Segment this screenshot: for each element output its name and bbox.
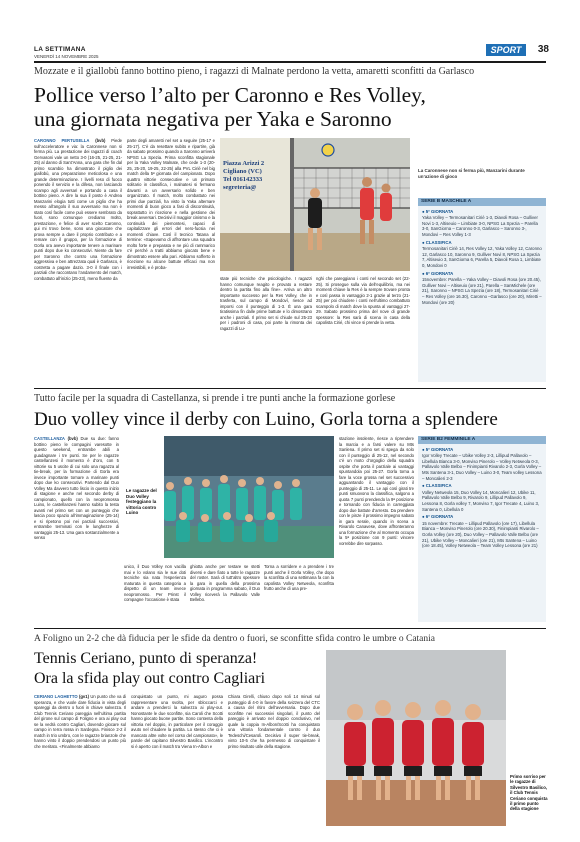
article2-title: Duo volley vince il derby con Luino, Gorla torna a splendere xyxy=(34,409,498,430)
page-header xyxy=(34,42,549,62)
venue-sign-line-1: Piazza Arizzi 2 xyxy=(223,160,265,167)
next-round-heading: ● 6ª GIORNATA xyxy=(422,271,542,277)
article1-col1-text: Piede sull’acceleratore e via: la Caronnese non si ferma più. La prestazione dei ragazzi di coach Gervasoni vale un netto 3-0 (16-25, 21-25, 21-25) al danno di Sant’Anna, una gara che fin dal primo scambio ha dimostrato il piglio dei giallobù, una preparazione meticolosa e una grande determinazione. I livelli reso di fuoco ponendo il servizio e la difesa, non lasciando scampo agli avversari e portando a casa il bottino pieno. A dire la sua il posto è Andrea Manzarini elogia tutti come un piglio che ha messo all’angolo il suo avversario ma non è stato così facile come può essere sembrato da fuori, sono comunque crediamo molto, prestazione, e felice di aver scelto Caronno, qui mi trovo bene, sono una giocatore che prova sempre a dare il proprio contributo e a remare con il gruppo, per la formazione di Gorla ora avevo importante tenere a marinare punti dopo due ko consecutivi. Niente da fare per Saronno che contro una formazione aggressiva e ben attrezzata qual è Garlasco, è costretta a pagare dazio. 3-0 il finale con i parziali che raccontano l’andamento del match, combattuto all’inizio (25-23), meno fluente da xyxy=(34,138,122,281)
publication-name: LA SETTIMANA xyxy=(34,46,86,53)
article1-kicker: Mozzate e il giallobù fanno bottino pieno, i ragazzi di Malnate perdono la vetta, amaretti sconfitti da Garlasco xyxy=(34,66,475,77)
dateline: CARONNO PERTUSELLA xyxy=(34,138,90,143)
standings-box-women-header: SERIE B2 FEMMINILE A xyxy=(418,436,546,444)
standings-box-men xyxy=(418,198,546,382)
article2-col1-text: Due su due: fanno bottino pieno le compagini varesotte in questo weekend, entrambe abili a guadagnare i tre punti. Se per le ragazze castellanzesi il momento è d’oro, con 5 vittorie su 5 uscite di cui solo una ragazza al tie-break, per la formazione di Gorla era invece importante tornare a marinare punti dopo due ko consecutivi. Partendo dal Duo Volley Ma davvero tutto liscio in questo inizio di stagione e anche nel secondo derby di campionato, quello con la neopromossa Luino, le castellanzesi hanno subito la testa avanti nel primo set con un punteggio che lascia poco spazio all’immaginazione (25-14) e si ripetono poi nei parziali successivi, entrambe terminati con le lunghezze di vantaggio 25-13. Una gara sostanzialmente a senso xyxy=(34,436,119,540)
article3-column-2: conquistato un punto, mi auguro possa rappresentare una svolta, per sbloccarci e andare a prenderci la salvezza ai play-out. Nonostante le due sconfitte, sia Caroli che Scotti hanno giocato buone partite. Sono contenta della vittoria nel doppio, in particolare per il coraggio avuto nel chiudere la partita. Lo stesso che ci è mancato altre volte nel corso del campionato», le parole del capitano Silvestro Basilico. L’incontro si è aperto con il match tra Viena In-Albon e xyxy=(131,694,223,749)
dateline-tag: (gv1) xyxy=(78,694,89,699)
next-round-heading: ● 6ª GIORNATA xyxy=(422,514,542,520)
next-round-fixtures: 15novembre: Parella – Yaka Volley – Diavoli Rosa (ore 20.45), Gulliver Novi – Altiseuio (ore 21), Parella – SanMichele (ore 21), Saronno – NPSG La Spezia (ore 18), Termosanitari Ciriè – Res Volley (ore 16.30), Caronno –Garlasco (ore 20), Miretti – Mondovi (ore 20) xyxy=(422,277,542,305)
article2-kicker: Tutto facile per la squadra di Castellanza, si prende i tre punti anche la formazione gorlese xyxy=(34,393,396,404)
dateline-tag: (bvb) xyxy=(67,436,78,441)
divider-2 xyxy=(34,628,546,629)
divider-1 xyxy=(34,388,546,389)
standings-list: Volley Netweola 15, Duo Volley 14, Moncalieri 12, Ubike 11, Pallavolo Valle Belbo 9, Rivarolo 9, Lillipud Pallavolo 9, Lessona 8, Gorla volley 7, Monviso 7, Igor Trecate 4, Luino 3, Santena 0, Libellula 0 xyxy=(422,489,540,512)
article2-column-2: unico, il Duo Volley non vacilla mai e lo volano sia le sue doti tecniche sia nata l’esperienza maturata in questa categoria a dispetto di un team invece neopromosso. Per Prinst il compagne l’occasione è stata xyxy=(124,564,186,602)
article3-column-3: Chiara Girelli, chiuso dopo soli 14 minuti sul punteggio di 4-0 in favore della svizzera del CTC a causa del ritiro dell’avversaria. Dopo due sconfitte nei successivi singolari, il punto del pareggio è arrivato nel doppio conclusivo, nel quale la coppia In-Albon/Scotti ha conquistato una vittoria fondamentale contro il duo Tedeschi/Cesaroli. Decisivo il super tie-break, vinto 10-5 che ha permesso di conquistare il primo risultato utile della stagione. xyxy=(228,694,320,749)
article2-photo-caption: Le ragazze del Duo Volley festeggiano la vittoria contro Luino xyxy=(126,488,157,516)
article1-column-2: parte degli amaretti nel set a seguire (25-17 e 25-17). C’è da resettare subito e ripartire, già da sabato prossimo quando a Saronno arriverà NPSG La Spezia. Prima sconfitta stagionale per la Yaka Volley Malnate, che cede 1-3 (20-25, 25-20, 19-25, 22-25) alla PVL Cirié nel big match della 5ª giornata del campionato. Dopo quattro vittorie consecutive e un primato solitario in classifica, i malnatesi si fermano davanti a un avversario solido e ben organizzato. Il match, molto combattuto nei primi due parziali, ha visto la Yaka alternare momenti di buon gioco a fasi di discontinuità, soprattutto in ricezione e nella gestione dei break avversari. Decisivi il maggior cinismo e la continuità dei piemontesi, capaci di capitalizzare gli errori del nero-fucsia nei momenti chiave. Così il tecnico Tatana al termine: «Sapevamo di affrontare una squadra molto forte e preparata e ne più di rammarico c’è perché a tratti abbiamo giocato bene e dimostrato essere alla pari. Abbiamo sofferto in ricezione su alcune battute efficaci ma non irresistibili, e è proba- xyxy=(127,138,215,270)
tennis-team-photo xyxy=(326,650,506,826)
round-heading: ● 5ª GIORNATA xyxy=(422,209,542,215)
standings-box-women xyxy=(418,436,546,622)
article1-column-3: state più tecniche che psicologiche. I ragazzi hanno comunque reagito e provato a restare dentro la partita fino alla fine». Arriva un altro importante successo per la Res Volley, che in trasferta, sul campo di Mondovì, riesce ad imporsi con il punteggio di 1-3. È una gara tiratissima fin dalle prime battute e lo dimostrano anche i parziali. Il primo set si chiude sul 25-23 per i padroni di casa, poi parte la rimonta dei ragazzi di Lu- xyxy=(220,276,312,331)
article1-column-4: nghi che pareggiano i conti nel secondo set (22-25). Si prosegue sulla via dell’equilibrio, ma nei momenti chiave la Res è la sempre trovare pronta e così passa in vantaggio 2-1 grazie al terzo (21-25) per poi chiudere i conti nell’ultimo combattuto scampolo di match dove la spunta al vantaggi 27-29. Sabato prossimo prima del nove di grande spessore: la Res sarà di scena in casa della capolista Cirié, chi vince si prende la vetta. xyxy=(316,276,410,325)
dateline-tag: (bvb) xyxy=(95,138,106,143)
article1-title-line2: una giornata negativa per Yaka e Saronno xyxy=(34,108,392,131)
article2-column-4: Torna a sorridere e a prendere i tre punti anche il Gorla Volley, che dopo la sconfitta di una settimana fa con la capolista Volley Netweola, sconfitta frutto anche di una pre- xyxy=(264,564,334,591)
standings-heading: ● CLASSIFICA xyxy=(422,483,542,489)
standings-list: Termosanitari Ciriè 14, Res Volley 12, Yaka Volley 12, Caronno 12, Garlasco 10, Saronno 9, Gulliver Novi 8, NPSG La Spezia 7, Altiseuio 3, SanGiorna 6, Parella 5, Diavoli Rosa 1, Limbiate 0, Mondovi 0 xyxy=(422,246,542,268)
article1-photo-caption: La Caronnese non si ferma più, Manzarini durante un’azione di gioco xyxy=(418,168,525,179)
article2-photo xyxy=(124,436,334,558)
volleyball-match-photo xyxy=(220,138,410,271)
article2-column-5: stazione insolente, riesce a riprendere la marcia e a farsi valere su Mts Sanlena. Il primo set si spega da solo con il punteggio di 25-12, nel secondo c’è un moto d’orgoglio della squadra ospite che porta il parziale ai vantaggi spuntandola poi 25-27. Gorla torna a fare la voce grossa nel set successivo agguantando il vantaggio con il punteggio di 25-11. Le api così girati tre punti smuovono la classifica, salgono a quota 7 punti prendendo la 9ª posizione e tornando con fiducia in carreggiata dopo due battute d’arresto. Da prendere con le pinze il prossimo impegno sabato in gara serale, quando in scena a Rivarolo Canavese, dove affronteranno una formazione che al momento occupa la 5ª posizione con 9 punti: vincere vorrebbe dire sorpasso. xyxy=(339,436,414,546)
article3-photo-caption: Primo sorriso per le ragazze di Silvestro Basilico, il Club Tennis Ceriano conquista il primo punto della stagione xyxy=(510,774,548,812)
dateline: CERIANO LAGHETTO xyxy=(34,694,78,699)
venue-sign-line-4: segreteria@ xyxy=(223,184,257,191)
article3-kicker: A Foligno un 2-2 che dà fiducia per le sfide da dentro o fuori, se sconfitte sfida contro le umbre o Catania xyxy=(34,634,435,644)
round-results: Yaka Volley – Termosanitari Ciriè 1-3, Diavoli Rosa – Gulliver Novi 1-3, Altiseuio – Limbiate 3-0, NPSG La Spezia – Parella 3-0, SanGiorna – Caronno 0-3, Garlasco – Saronno 3-, Mondovi – Res Volley 1-3 xyxy=(422,215,538,237)
issue-date: VENERDÌ 14 NOVEMBRE 2025 xyxy=(34,54,99,59)
round-heading: ● 5ª GIORNATA xyxy=(422,447,542,453)
article3-col1-text: Un punto che va di speranza, e che vuole dare fiducia in vista degli spareggi da dentro o fuori in chiave salvezza. Il Club Tennis Ceriano pareggia nell’ultima partita del girone sul campo di Foligno e ora ai play out se la vedrà contro Cagliari, dovendo giocare sul campo in terra rossa in Sardegna. Finisce 2-2 il match in trio umbro, con le ragazze brianzole che hanno vinto il doppio prendendosi un punto più che meritato. «Finalmente abbiamo xyxy=(34,694,126,749)
article1-photo xyxy=(220,138,410,271)
venue-sign xyxy=(223,160,287,192)
venue-sign-line-3: Tel 016142333 xyxy=(223,176,263,183)
venue-sign-line-2: Cigliano (VC) xyxy=(223,168,262,175)
dateline: CASTELLANZA xyxy=(34,436,65,441)
page-number: 38 xyxy=(537,44,549,55)
article2-column-3: ghiotta anche per testare se stetti diversi e dare fiato a tutte le ragazze del roster. Sarà di tutt’altro spessore la gara in quella della prossima giornata in programma sabato, il Duo Volley riceverà la Pallavolo Valle Bellebo. xyxy=(190,564,260,602)
standings-heading: ● CLASSIFICA xyxy=(422,240,542,246)
round-results: Igor Volley Trecate – Ubike Volley 2-3, Lillipud Pallavolo – Libellula Bianca 3-0, Monviso Pinerolo – Volley Netweola 0-3, Pallavolo Valle Belbo – Finimpianti Rivarolo 2-3, Gorla Volley – Mts Santena 3-1, Duo Volley – Luino 3-0, Team volley Lessona – Moncalieri 2-3 xyxy=(422,453,542,481)
article2-column-1 xyxy=(34,436,119,622)
article3-photo xyxy=(326,650,506,826)
article1-title-line1: Pollice verso l’alto per Caronno e Res Volley, xyxy=(34,84,426,107)
header-rule xyxy=(34,61,546,63)
section-badge: SPORT xyxy=(486,44,526,56)
article1-column-1 xyxy=(34,138,122,382)
standings-box-men-header: SERIE B MASCHILE A xyxy=(418,198,546,206)
article3-column-1 xyxy=(34,694,126,826)
next-round-fixtures: 15 novembre: Trecate – Lillipud Pallavolo (ore 17), Libellula Bianca – Monviso Pinerolo (ore 20.30), Finimpianti Rivarolo – Gorla Volley (ore 20), Duo Volley – Pallavolo Valle Belbo (ore 21), Ubike Volley – Moncalieri (ore 21), Mts Santena – Luino (ore 18.45), Volley Netweola – Team Volley Lessona (ore 21) xyxy=(422,520,539,549)
article3-title-line1: Tennis Ceriano, punto di speranza! xyxy=(34,650,258,667)
article3-title-line2: Ora la sfida play out contro Cagliari xyxy=(34,670,266,687)
